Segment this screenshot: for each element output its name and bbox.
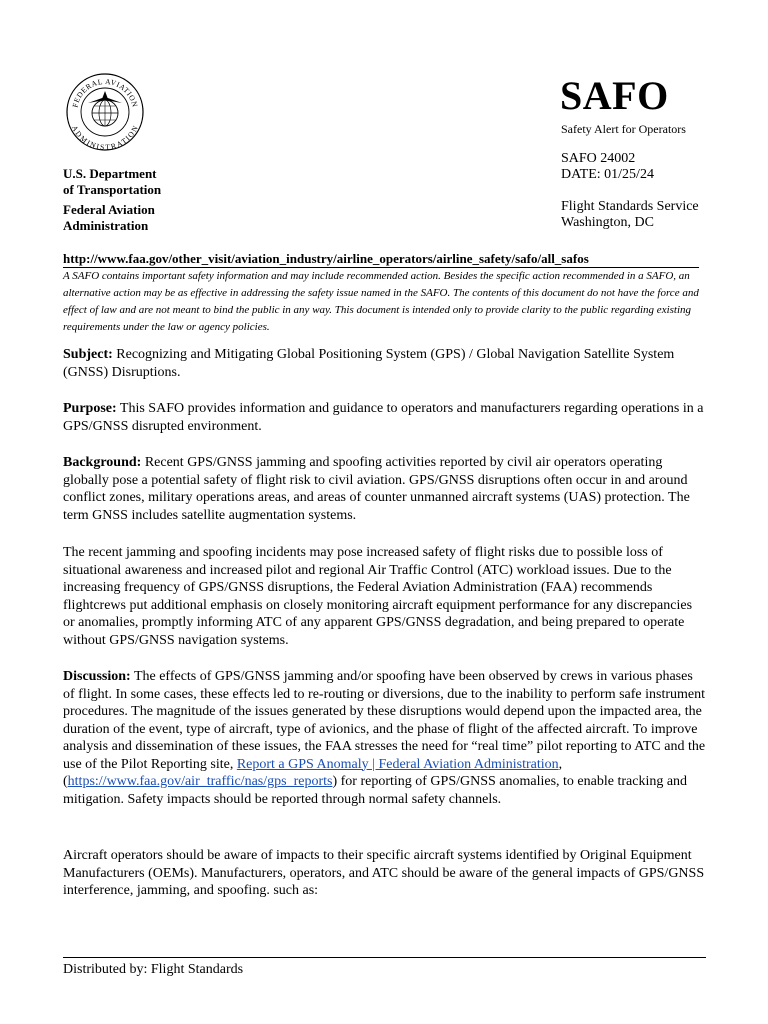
document-title: SAFO <box>560 73 669 118</box>
background-text: Recent GPS/GNSS jamming and spoofing activities reported by civil air operators operating globally pose a potential safety of flight risk to civil aviation. GPS/GNSS disruptions often occur in and around conflict zones, military operations areas, and areas of counter unmanned aircraft systems (UAS) protection. The term GNSS includes satellite augmentation systems. <box>63 455 690 523</box>
discussion-text-after: ) for reporting of GPS/GNSS anomalies, to enable tracking and mitigation. Safety impacts should be reported through normal safety channels. <box>63 774 688 807</box>
discussion-label: Discussion: <box>63 669 131 684</box>
subject-text: Recognizing and Mitigating Global Positioning System (GPS) / Global Navigation Satellite System (GNSS) Disruptions. <box>63 347 675 380</box>
safo-number: SAFO 24002 <box>561 151 636 166</box>
purpose-label: Purpose: <box>63 401 117 416</box>
department-name <box>63 166 161 198</box>
svg-text:ADMINISTRATION <box>70 124 140 151</box>
subject-paragraph <box>63 346 706 381</box>
issuing-service: Flight Standards Service <box>561 199 699 214</box>
discussion-paragraph <box>63 668 706 808</box>
gps-reports-url-link[interactable]: https://www.faa.gov/air_traffic/nas/gps_reports <box>67 774 333 789</box>
department-line-2: of Transportation <box>63 182 162 197</box>
faa-seal-icon <box>66 73 144 151</box>
seal-ring-text-bottom: ADMINISTRATION <box>69 123 141 151</box>
department-line-1: U.S. Department <box>63 166 157 181</box>
purpose-paragraph <box>63 400 706 435</box>
background-paragraph-2: The recent jamming and spoofing incidents may pose increased safety of flight risks due to possible loss of situational awareness and increased pilot and regional Air Traffic Control (ATC) workload issues. Due to the increasing frequency of GPS/GNSS disruptions, the Federal Aviation Administration (FAA) recommends flightcrews put additional emphasis on closely monitoring aircraft equipment performance for any discrepancies or anomalies, promptly informing ATC of any apparent GPS/GNSS degradation, and being prepared to operate without GPS/GNSS navigation systems. <box>63 545 693 648</box>
discussion-paragraph-2: Aircraft operators should be aware of impacts to their specific aircraft systems identified by Original Equipment Manufacturers (OEMs). Manufacturers, operators, and ATC should be aware of the general impacts of GPS/GNSS interference, jamming, and spoofing. such as: <box>63 848 705 898</box>
background-paragraph <box>63 454 706 524</box>
issuing-location: Washington, DC <box>561 215 654 230</box>
discussion-text-between: , ( <box>63 756 563 789</box>
footer-divider <box>63 957 706 958</box>
discussion-text: The effects of GPS/GNSS jamming and/or spoofing have been observed by crews in various phases of flight. In some cases, these effects led to re-routing or diversions, due to the inability to perform safe instrument procedures. The magnitude of the issues generated by these disruptions would depend upon the impacted area, the duration of the event, type of aircraft, type of avionics, and the phase of flight of the affected aircraft. To improve analysis and dissemination of these issues, the FAA stresses the need for “real time” pilot reporting to ATC and the use of the Pilot Reporting site, <box>63 669 706 772</box>
safo-date: DATE: 01/25/24 <box>561 167 654 182</box>
disclaimer-text: A SAFO contains important safety information and may include recommended action. Besides the specific action recommended in a SAFO, an alternative action may be as effective in addressing the safety issue named in the SAFO. The contents of this document do not have the force and effect of law and are not meant to bind the public in any way. This document is intended only to provide clarity to the public regarding existing requirements under the law or agency policies. <box>63 270 699 333</box>
seal-ring-text-top: FEDERAL AVIATION <box>70 76 140 109</box>
footer-text: Distributed by: Flight Standards <box>63 962 244 977</box>
purpose-text: This SAFO provides information and guidance to operators and manufacturers regarding operations in a GPS/GNSS disrupted environment. <box>63 401 704 434</box>
document-subtitle: Safety Alert for Operators <box>561 122 686 136</box>
safo-url[interactable]: http://www.faa.gov/other_visit/aviation_industry/airline_operators/airline_safety/safo/all_safos <box>63 251 589 266</box>
agency-name <box>63 202 155 234</box>
agency-line-1: Federal Aviation <box>63 202 155 217</box>
agency-line-2: Administration <box>63 218 149 233</box>
gps-report-link[interactable]: Report a GPS Anomaly | Federal Aviation Administration <box>236 756 559 772</box>
subject-label: Subject: <box>63 347 113 362</box>
background-label: Background: <box>63 455 142 470</box>
